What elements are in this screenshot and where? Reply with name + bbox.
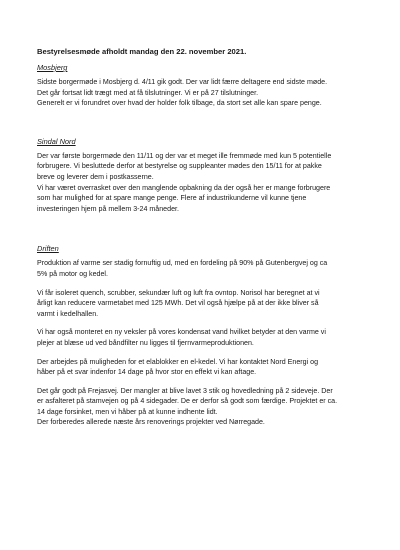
paragraph xyxy=(37,327,377,348)
text-line: håber på et svar indenfor 14 dage på hvor stor en effekt vi kan aftage. xyxy=(37,368,257,377)
text-line: Der forberedes allerede næste års renoverings projekter ved Nørregade. xyxy=(37,418,265,427)
paragraph xyxy=(37,357,377,378)
text-line: Der var første borgermøde den 11/11 og der var et meget ille fremmøde med kun 5 potentielle xyxy=(37,151,332,160)
text-line: breve og leverer dem i postkasserne. xyxy=(37,172,154,181)
text-line: Sidste borgermøde i Mosbjerg d. 4/11 gik godt. Der var lidt færre deltagere end sidste møde. xyxy=(37,78,328,86)
text-line: 5% på motor og kedel. xyxy=(37,269,108,278)
text-line: investeringen hjem på mellem 3-24 måneder. xyxy=(37,204,179,213)
paragraph xyxy=(37,77,377,109)
paragraph xyxy=(37,151,377,215)
text-line: er asfalteret på stamvejen og på 4 sidegader. De er derfor så godt som færdige. Projektet er ca. xyxy=(37,397,338,406)
document-page xyxy=(37,47,377,436)
text-line: Det går godt på Frejasvej. Der mangler at blive lavet 3 stik og hovedledning på 2 sideveje. Der xyxy=(37,386,333,395)
text-line: Det går fortsat lidt trægt med at få tilslutninger. Vi er på 27 tilslutninger. xyxy=(37,88,259,97)
text-line: varmt i kedelhallen. xyxy=(37,309,99,318)
text-line: Vi har også monteret en ny veksler på vores kondensat vand hvilket betyder at den varme vi xyxy=(37,328,326,337)
text-line: årligt kan reducere varmetabet med 125 MWh. Det vil også hjælpe på at der ikke bliver så xyxy=(37,299,319,308)
paragraph xyxy=(37,288,377,320)
section-heading: Mosbjerg xyxy=(37,63,68,72)
section-heading: Driften xyxy=(37,244,59,254)
text-line: som har mulighed for at spare mange penge. Flere af industrikunderne vil kunne tjene xyxy=(37,194,307,203)
section-sindal-nord xyxy=(37,137,377,215)
text-line: Vi har været overrasket over den manglende opbakning da der også her er mange forbrugere xyxy=(37,183,331,192)
text-line: Generelt er vi forundret over hvad der holder folk tilbage, da stort set alle kan spare penge. xyxy=(37,99,322,108)
section-driften xyxy=(37,244,377,428)
text-line: Der arbejdes på muligheden for et elablokker en el-kedel. Vi har kontaktet Nord Energi og xyxy=(37,357,319,366)
paragraph xyxy=(37,258,377,279)
text-line: Vi får isoleret quench, scrubber, sekundær luft og luft fra ovntop. Norisol har beregnet at vi xyxy=(37,288,320,297)
text-line: plejer at blæse ud ved båndfilter nu ligges til fjernvarmeproduktionen. xyxy=(37,338,254,347)
text-line: forbrugere. Vi besluttede derfor at bestyrelse og suppleanter mødes den 15/11 for at pakke xyxy=(37,162,322,171)
document-title: Bestyrelsesmøde afholdt mandag den 22. november 2021. xyxy=(37,47,247,56)
section-heading: Sindal Nord xyxy=(37,136,76,146)
paragraph xyxy=(37,386,377,428)
section-mosbjerg xyxy=(37,63,377,109)
text-line: Produktion af varme ser stadig fornuftig ud, med en fordeling på 90% på Gutenbergvej og ca xyxy=(37,259,328,268)
text-line: 14 dage forsinket, men vi håber på at kunne indhente lidt. xyxy=(37,407,218,416)
